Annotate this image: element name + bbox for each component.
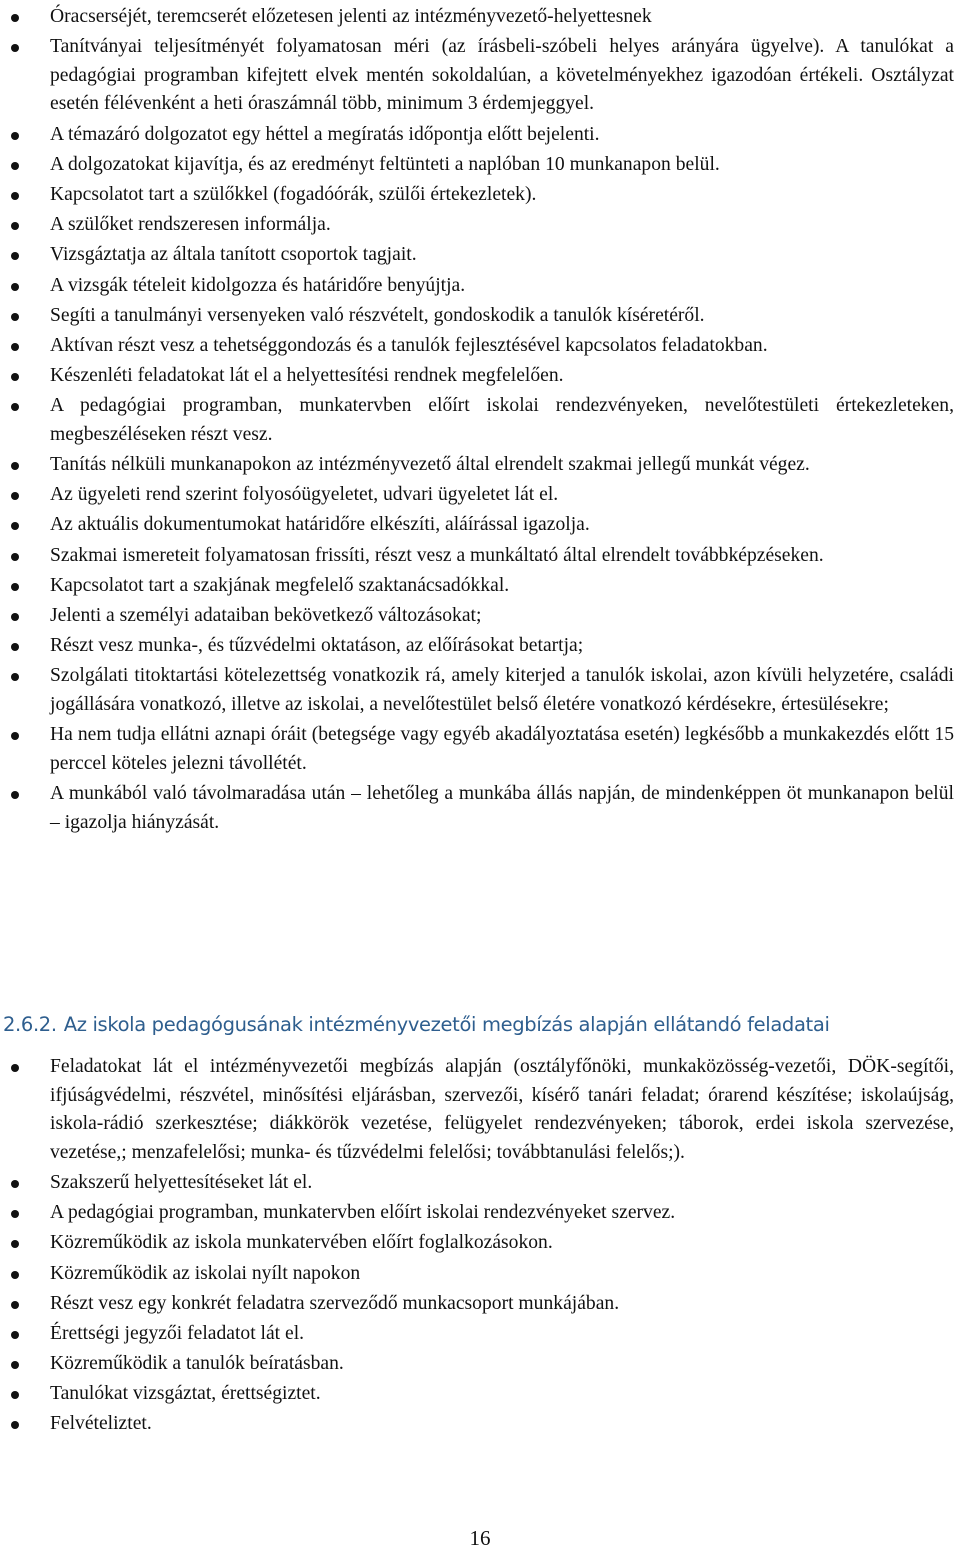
list-item: Tanítványai teljesítményét folyamatosan méri (az írásbeli-szóbeli helyes arányára ügyelve). A tanulókat a pedagógiai programban kifejtett elvek mentén sokoldalúan, a követelményekhez igazodóan értékeli. Osztályzat esetén félévenként a heti óraszámnál több, minimum 3 érdemjeggyel. bbox=[0, 33, 958, 119]
list-item: Részt vesz egy konkrét feladatra szerveződő munkacsoport munkájában. bbox=[0, 1290, 958, 1319]
section-heading bbox=[3, 1010, 953, 1040]
list-item: Segíti a tanulmányi versenyeken való részvételt, gondoskodik a tanulók kíséretéről. bbox=[0, 302, 958, 331]
list-item: Feladatokat lát el intézményvezetői megbízás alapján (osztályfőnöki, munkaközösség-vezetői, DÖK-segítői, ifjúságvédelmi, részvétel, minősítési eljárásban, szervezői, kísérő tanári feladat; órarend készítése; iskolaújság, iskola-rádió szerkesztése; diákkörök vezetése, felügyelet rendezvényeken; táborok, erdei iskola szervezése, vezetése,; menzafelelősi; munka- és tűzvédelmi felelősi; továbbtanulási felelős;). bbox=[0, 1053, 958, 1167]
list-item: Szolgálati titoktartási kötelezettség vonatkozik rá, amely kiterjed a tanulók iskolai, azon kívüli helyzetére, családi jogállására vonatkozó, illetve az iskolai, a nevelőtestület belső életére vonatkozó kérdésekre, értesülésekre; bbox=[0, 662, 958, 719]
list-item: A témazáró dolgozatot egy héttel a megíratás időpontja előtt bejelenti. bbox=[0, 121, 958, 150]
list-item: A pedagógiai programban, munkatervben előírt iskolai rendezvényeken, nevelőtestületi értekezleteken, megbeszéléseken részt vesz. bbox=[0, 392, 958, 449]
list-item: A szülőket rendszeresen informálja. bbox=[0, 211, 958, 240]
list-item: Közreműködik a tanulók beíratásban. bbox=[0, 1350, 958, 1379]
list-item: Közreműködik az iskola munkatervében előírt foglalkozásokon. bbox=[0, 1229, 958, 1258]
list-item: Vizsgáztatja az általa tanított csoportok tagjait. bbox=[0, 241, 958, 270]
list-item: Az ügyeleti rend szerint folyosóügyeletet, udvari ügyeletet lát el. bbox=[0, 481, 958, 510]
assigned-duties-list bbox=[0, 1053, 958, 1441]
list-item: Az aktuális dokumentumokat határidőre elkészíti, aláírással igazolja. bbox=[0, 511, 958, 540]
list-item: Tanítás nélküli munkanapokon az intézményvezető által elrendelt szakmai jellegű munkát végez. bbox=[0, 451, 958, 480]
list-item: Kapcsolatot tart a szülőkkel (fogadóórák, szülői értekezletek). bbox=[0, 181, 958, 210]
list-item: A vizsgák tételeit kidolgozza és határidőre benyújtja. bbox=[0, 272, 958, 301]
list-item: Ha nem tudja ellátni aznapi óráit (betegsége vagy egyéb akadályoztatása esetén) legkésőbb a munkakezdés előtt 15 perccel köteles jelezni távollétét. bbox=[0, 721, 958, 778]
section-number: 2.6.2. bbox=[3, 1013, 57, 1036]
list-item: Szakszerű helyettesítéseket lát el. bbox=[0, 1169, 958, 1198]
list-item: Érettségi jegyzői feladatot lát el. bbox=[0, 1320, 958, 1349]
list-item: A pedagógiai programban, munkatervben előírt iskolai rendezvényeket szervez. bbox=[0, 1199, 958, 1228]
page-number: 16 bbox=[469, 1526, 491, 1550]
list-item: Aktívan részt vesz a tehetséggondozás és a tanulók fejlesztésével kapcsolatos feladatokban. bbox=[0, 332, 958, 361]
list-item: Óracserséjét, teremcserét előzetesen jelenti az intézményvezető-helyettesnek bbox=[0, 3, 958, 32]
list-item: Kapcsolatot tart a szakjának megfelelő szaktanácsadókkal. bbox=[0, 572, 958, 601]
list-item: Felvételiztet. bbox=[0, 1410, 958, 1439]
list-item: Részt vesz munka-, és tűzvédelmi oktatáson, az előírásokat betartja; bbox=[0, 632, 958, 661]
list-item: Szakmai ismereteit folyamatosan frissíti, részt vesz a munkáltató által elrendelt továbbképzéseken. bbox=[0, 542, 958, 571]
list-item: A munkából való távolmaradása után – lehetőleg a munkába állás napján, de mindenképpen öt munkanapon belül – igazolja hiányzását. bbox=[0, 780, 958, 837]
duties-list bbox=[0, 3, 958, 839]
list-item: Készenléti feladatokat lát el a helyettesítési rendnek megfelelően. bbox=[0, 362, 958, 391]
section-title: Az iskola pedagógusának intézményvezetői megbízás alapján ellátandó feladatai bbox=[63, 1013, 830, 1036]
list-item: Közreműködik az iskolai nyílt napokon bbox=[0, 1260, 958, 1289]
list-item: Tanulókat vizsgáztat, érettségiztet. bbox=[0, 1380, 958, 1409]
list-item: Jelenti a személyi adataiban bekövetkező változásokat; bbox=[0, 602, 958, 631]
list-item: A dolgozatokat kijavítja, és az eredményt feltünteti a naplóban 10 munkanapon belül. bbox=[0, 151, 958, 180]
